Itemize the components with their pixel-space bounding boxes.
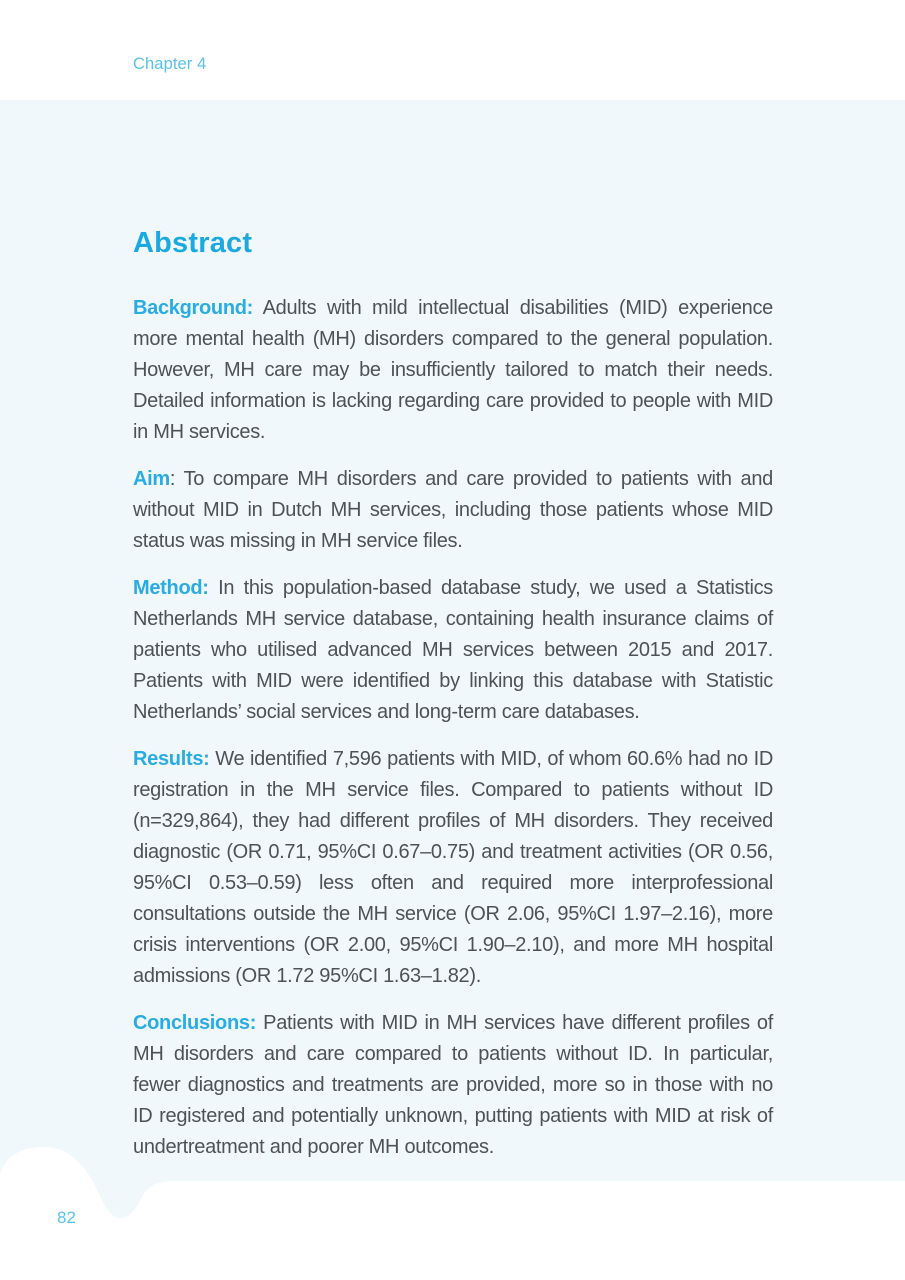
abstract-paragraph-aim bbox=[133, 464, 773, 557]
abstract-paragraph-results bbox=[133, 744, 773, 992]
abstract-paragraph-method bbox=[133, 573, 773, 728]
paragraph-text-aim: : To compare MH disorders and care provided to patients with and without MID in Dutch MH services, including those patients whose MID status was missing in MH service files. bbox=[133, 468, 773, 552]
paragraph-label-results: Results: bbox=[133, 748, 210, 770]
paragraph-text-results: We identified 7,596 patients with MID, of whom 60.6% had no ID registration in the MH service files. Compared to patients without ID (n=329,864), they had different profiles of MH disorders. They received diagnostic (OR 0.71, 95%CI 0.67–0.75) and treatment activities (OR 0.56, 95%CI 0.53–0.59) less often and required more interprofessional consultations outside the MH service (OR 2.06, 95%CI 1.97–2.16), more crisis interventions (OR 2.00, 95%CI 1.90–2.10), and more MH hospital admissions (OR 1.72 95%CI 1.63–1.82). bbox=[133, 748, 773, 987]
abstract-content bbox=[133, 227, 773, 1179]
abstract-panel bbox=[0, 100, 905, 1240]
paragraph-label-conclusions: Conclusions: bbox=[133, 1012, 257, 1034]
paragraph-label-background: Background: bbox=[133, 297, 254, 319]
paragraph-label-aim: Aim bbox=[133, 468, 170, 490]
page-number: 82 bbox=[57, 1208, 76, 1227]
chapter-header-label: Chapter 4 bbox=[133, 55, 207, 73]
paragraph-text-background: Adults with mild intellectual disabilities (MID) experience more mental health (MH) disorders compared to the general population. However, MH care may be insufficiently tailored to match their needs. Detailed information is lacking regarding care provided to people with MID in MH services. bbox=[133, 297, 773, 443]
paragraph-text-conclusions: Patients with MID in MH services have different profiles of MH disorders and care compared to patients without ID. In particular, fewer diagnostics and treatments are provided, more so in those with no ID registered and potentially unknown, putting patients with MID at risk of undertreatment and poorer MH outcomes. bbox=[133, 1012, 773, 1158]
footer-wave-decoration bbox=[0, 1140, 905, 1280]
paragraph-text-method: In this population-based database study, we used a Statistics Netherlands MH service database, containing health insurance claims of patients who utilised advanced MH services between 2015 and 2017. Patients with MID were identified by linking this database with Statistic Netherlands’ social services and long-term care databases. bbox=[133, 577, 773, 723]
abstract-title: Abstract bbox=[133, 227, 253, 259]
abstract-paragraph-background bbox=[133, 293, 773, 448]
paragraph-label-method: Method: bbox=[133, 577, 209, 599]
